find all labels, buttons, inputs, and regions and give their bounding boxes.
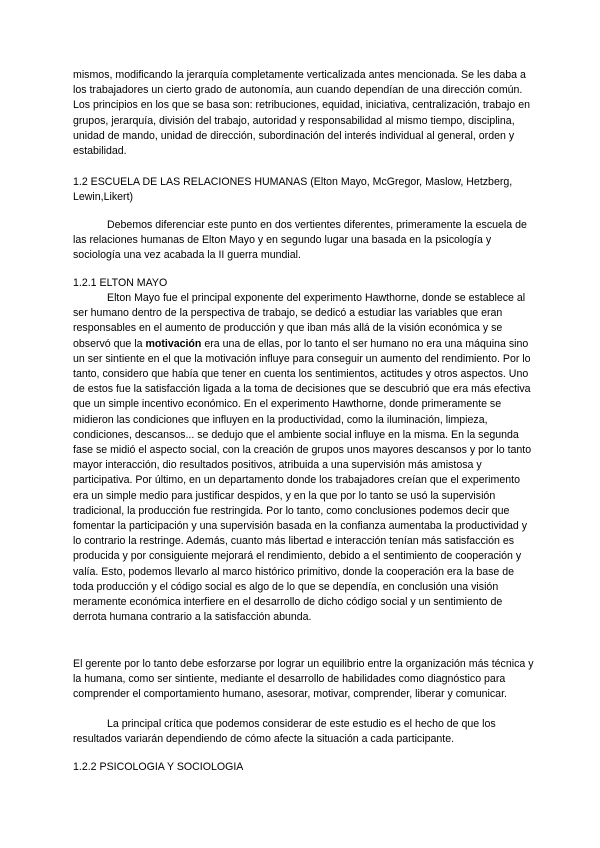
gerente-paragraph xyxy=(73,657,535,703)
diferenciar-text: Debemos diferenciar este punto en dos vertientes diferentes, primeramente la escuela de las relaciones humanas de Elton Mayo y en segundo lugar una basada en la psicología y sociología una vez acabada la II guerra mundial. xyxy=(73,219,527,262)
mayo-text-after: era una de ellas, por lo tanto el ser humano no era una máquina sino un ser sintiente en el que la motivación influye para conseguir un aumento del rendimiento. Por lo tanto, considero que había que tener en cuenta los sentimientos, actitudes y otros aspectos. Uno de estos fue la satisfacción ligada a la toma de decisiones que se descubrió que era más efectiva que un simple incentivo económico. En el experimento Hawthorne, donde primeramente se midieron las condiciones que influyen en la productividad, como la iluminación, limpieza, condiciones, descansos... se dedujo que el ambiente social influye en la misma. En la segunda fase se midió el aspecto social, con la creación de grupos unos mayores descansos y por lo tanto mayor interacción, dio resultados positivos, atribuida a una supervisión más amistosa y participativa. Por último, en un departamento donde los trabajadores creían que el experimento era un simple medio para justificar despidos, y en la que por lo tanto se usó la supervisión tradicional, la producción fue restringida. Por lo tanto, como conclusiones podemos decir que fomentar la participación y una supervisión basada en la confianza aumentaba la productividad y lo contrario la restringe. Además, cuanto más libertad e interacción tenían más satisfacción es producida y por consiguiente mejorará el rendimiento, debido a el sentimiento de cooperación y valía. Esto, podemos llevarlo al marco histórico primitivo, donde la cooperación era la base de toda producción y el código social es algo de lo que se dependía, en conclusión una visión meramente económica interfiere en el desarrollo de dicho código social y un sentimiento de derrota humana contrario a la satisfacción abunda. xyxy=(73,337,532,624)
critica-text: La principal crítica que podemos considerar de este estudio es el hecho de que los resultados variarán dependiendo de cómo afecte la situación a cada participante. xyxy=(73,718,496,746)
motivacion-keyword: motivación xyxy=(145,337,202,350)
mayo-text-before: Elton Mayo fue el principal exponente del experimento Hawthorne, donde se establece al ser humano dentro de la perspectiva de trabajo, se dedicó a estudiar las variables que eran responsables en el aumento de producción y que iban más allá de la visión económica y se observó que la xyxy=(73,292,526,350)
section-heading-text: 1.2 ESCUELA DE LAS RELACIONES HUMANAS (Elton Mayo, McGregor, Maslow, Hetzberg, Lewin,Likert) xyxy=(73,176,513,204)
intro-text: mismos, modificando la jerarquía completamente verticalizada antes mencionada. Se les daba a los trabajadores un cierto grado de autonomía, aun cuando dependían de una dirección común. Los principios en los que se basa son: retribuciones, equidad, iniciativa, centralización, trabajo en grupos, jerarquía, división del trabajo, autoridad y responsabilidad al mismo tiempo, disciplina, unidad de mando, unidad de dirección, subordinación del interés individual al general, orden y estabilidad. xyxy=(73,69,530,158)
subsection-heading-1-2-2 xyxy=(73,760,535,775)
intro-paragraph xyxy=(73,68,535,159)
subsection-heading-1-2-1 xyxy=(73,276,535,291)
critica-paragraph xyxy=(73,717,535,747)
elton-mayo-text xyxy=(73,291,535,625)
gerente-text: El gerente por lo tanto debe esforzarse por lograr un equilibrio entre la organización más técnica y la humana, como ser sintiente, mediante el desarrollo de habilidades como diagnóstico para comprender el comportamiento humano, asesorar, motivar, comprender, liberar y comunicar. xyxy=(73,658,534,701)
diferenciar-paragraph xyxy=(73,218,535,264)
elton-mayo-paragraph xyxy=(73,291,535,625)
section-heading-1-2 xyxy=(73,175,535,205)
subsection-heading-text: 1.2.1 ELTON MAYO xyxy=(73,277,168,289)
subsection-heading-text-2: 1.2.2 PSICOLOGIA Y SOCIOLOGIA xyxy=(73,761,244,773)
